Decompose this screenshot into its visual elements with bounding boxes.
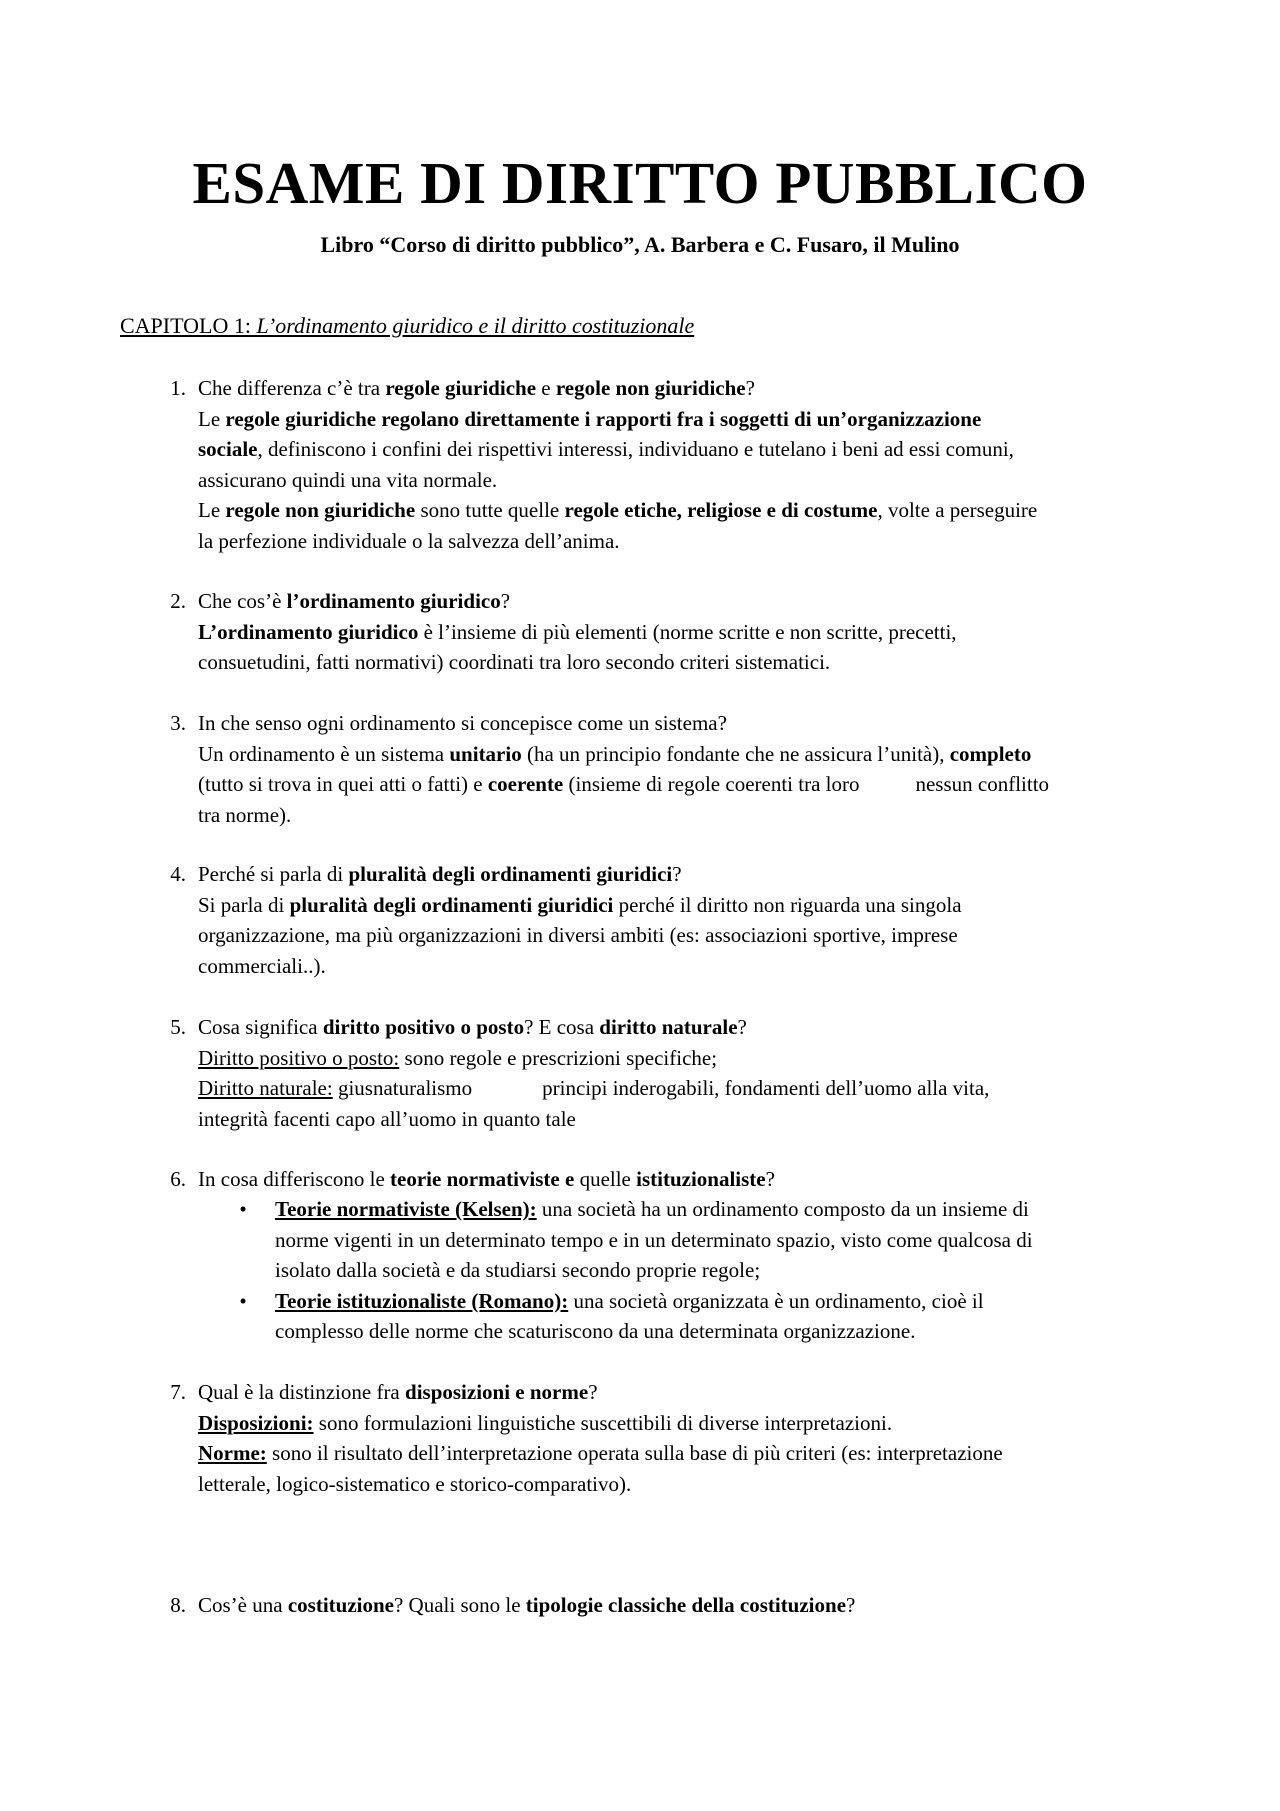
question-1 [170,373,1158,556]
chapter-title: L’ordinamento giuridico e il diritto costituzionale [256,313,695,338]
answer-line: organizzazione, ma più organizzazioni in diversi ambiti (es: associazioni sportive, imprese [198,923,958,947]
chapter-heading [120,311,694,341]
question-text: Che differenza c’è tra regole giuridiche e regole non giuridiche? [198,376,755,400]
answer-line: Diritto naturale: giusnaturalismo principi inderogabili, fondamenti dell’uomo alla vita, [198,1076,990,1100]
question-text: Perché si parla di pluralità degli ordinamenti giuridici? [198,862,682,886]
answer-line: letterale, logico-sistematico e storico-comparativo). [198,1471,632,1496]
question-number: 6. [170,1167,186,1191]
answer-line: assicurano quindi una vita normale. [198,467,498,492]
question-6 [170,1164,1158,1195]
answer-line: la perfezione individuale o la salvezza dell’anima. [198,528,620,553]
question-number: 5. [170,1015,186,1039]
question-2 [170,586,1158,678]
question-number: 2. [170,589,186,613]
document-title: ESAME DI DIRITTO PUBBLICO [192,150,1088,216]
answer-line: integrità facenti capo all’uomo in quanto tale [198,1106,576,1131]
answer-line: Diritto positivo o posto: sono regole e prescrizioni specifiche; [198,1045,718,1070]
document-subtitle: Libro “Corso di diritto pubblico”, A. Barbera e C. Fusaro, il Mulino [320,232,960,257]
bullet-icon: • [239,1288,247,1313]
question-number: 8. [170,1593,186,1617]
answer-line: Disposizioni: sono formulazioni linguistiche suscettibili di diverse interpretazioni. [198,1410,893,1435]
question-number: 1. [170,376,186,400]
answer-line: Un ordinamento è un sistema unitario (ha un principio fondante che ne assicura l’unità), completo [198,741,1032,766]
bullet-list [239,1194,1155,1347]
question-text: Cos’è una costituzione? Quali sono le tipologie classiche della costituzione? [198,1593,856,1617]
answer-line: Le regole giuridiche regolano direttamente i rapporti fra i soggetti di un’organizzazione [198,406,982,431]
answer-line: Le regole non giuridiche sono tutte quelle regole etiche, religiose e di costume, volte a perseguire [198,498,1038,522]
question-number: 3. [170,711,186,735]
answer-line: Norme: sono il risultato dell’interpretazione operata sulla base di più criteri (es: interpretazione [198,1441,1003,1465]
question-7 [170,1377,1158,1499]
bullet-item: • Teorie istituzionaliste (Romano): una società organizzata è un ordinamento, cioè il complesso delle norme che scaturiscono da una determinata organizzazione. [275,1286,1155,1347]
question-8 [170,1590,1158,1621]
bullet-item: • Teorie normativiste (Kelsen): una società ha un ordinamento composto da un insieme di norme vigenti in un determinato tempo e in un determinato spazio, visto come qualcosa di isolato dalla società e da studiarsi secondo proprie regole; [275,1194,1155,1286]
question-3 [170,708,1158,830]
question-5 [170,1012,1158,1134]
question-text: Qual è la distinzione fra disposizioni e norme? [198,1380,598,1404]
bullet-label: Teorie normativiste (Kelsen): [275,1197,537,1221]
answer-line: consuetudini, fatti normativi) coordinati tra loro secondo criteri sistematici. [198,650,831,674]
answer-line: Si parla di pluralità degli ordinamenti giuridici perché il diritto non riguarda una singola [198,892,962,917]
question-text: In cosa differiscono le teorie normativiste e quelle istituzionaliste? [198,1167,775,1191]
chapter-label: CAPITOLO 1: [120,313,257,338]
bullet-icon: • [239,1197,247,1221]
bullet-label: Teorie istituzionaliste (Romano): [275,1288,569,1313]
answer-line: tra norme). [198,802,292,827]
question-number: 7. [170,1380,186,1404]
question-text: Che cos’è l’ordinamento giuridico? [198,589,511,613]
answer-line: (tutto si trova in quei atti o fatti) e coerente (insieme di regole coerenti tra loro nessun conflitto [198,772,1050,796]
question-text: In che senso ogni ordinamento si concepisce come un sistema? [198,711,727,735]
question-text: Cosa significa diritto positivo o posto? E cosa diritto naturale? [198,1015,747,1039]
question-4 [170,859,1158,981]
answer-line: commerciali..). [198,953,326,978]
question-number: 4. [170,862,186,886]
answer-line: L’ordinamento giuridico è l’insieme di più elementi (norme scritte e non scritte, precetti, [198,619,957,644]
answer-line: sociale, definiscono i confini dei rispettivi interessi, individuano e tutelano i beni ad essi comuni, [198,437,1014,461]
